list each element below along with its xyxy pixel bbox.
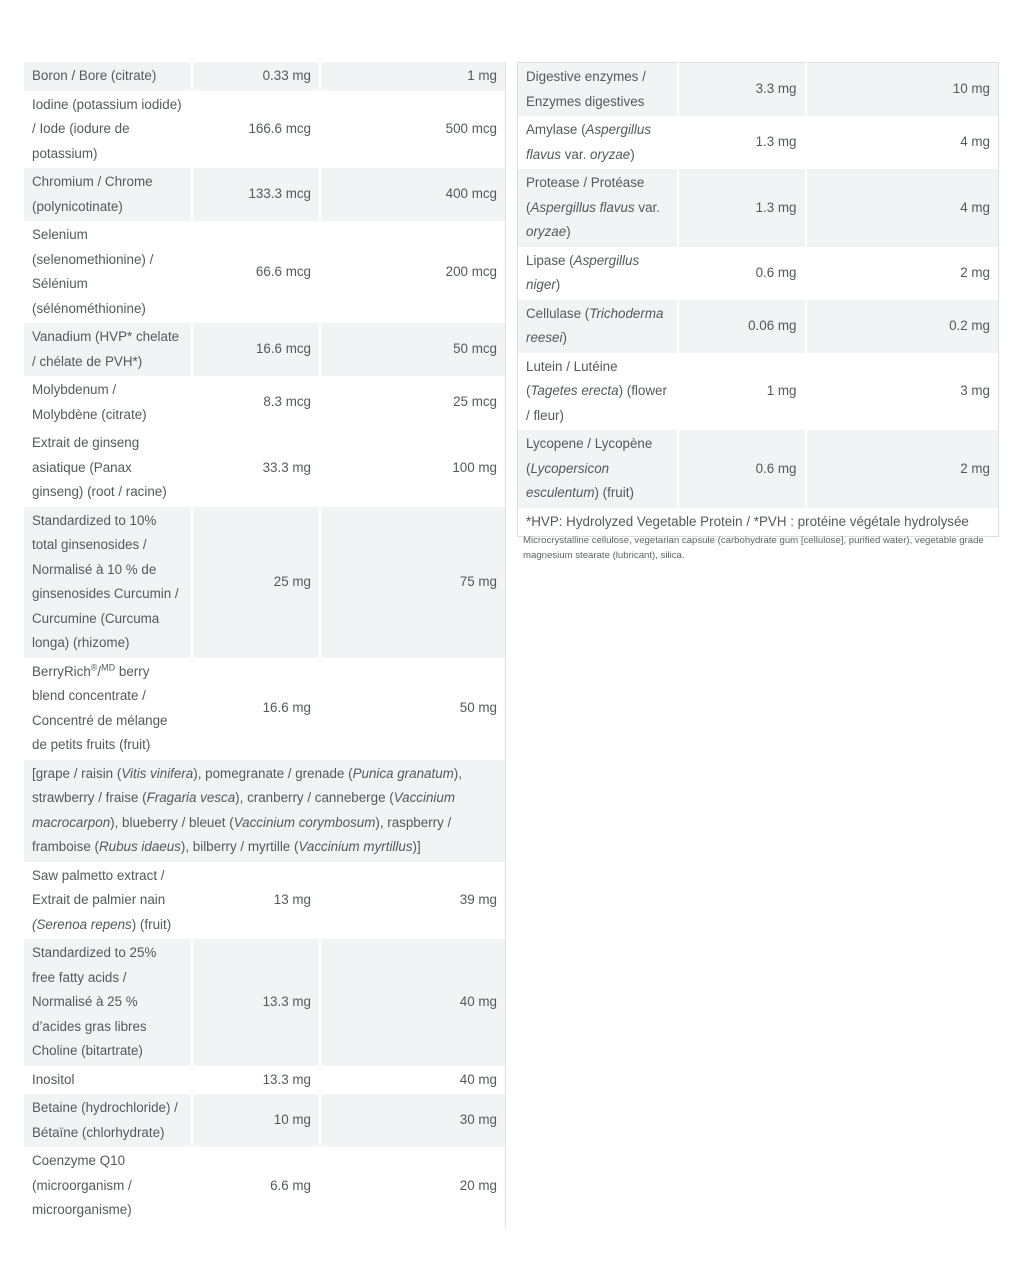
daily-amount-cell: 2 mg	[806, 430, 999, 508]
ingredient-name-cell: Standardized to 10% total ginsenosides / Normalisé à 10 % de ginsenosides Curcumin / Curcumine (Curcuma longa) (rhizome)	[24, 507, 192, 658]
table-row	[518, 430, 999, 508]
ingredient-name-cell: Saw palmetto extract / Extrait de palmier nain (Serenoa repens) (fruit)	[24, 862, 192, 940]
ingredient-name-cell: Boron / Bore (citrate)	[24, 62, 192, 91]
table-row	[518, 247, 999, 300]
table-row	[24, 1147, 505, 1225]
ingredients-table-left	[24, 62, 505, 1225]
table-row	[24, 221, 505, 323]
ingredients-table-right	[517, 62, 999, 537]
table-row	[518, 116, 999, 169]
ingredient-name-cell: Inositol	[24, 1066, 192, 1095]
table-row	[24, 862, 505, 940]
table-row	[24, 168, 505, 221]
daily-amount-cell: 40 mg	[459, 1071, 497, 1087]
amount-per-serving-cell: 10 mg	[192, 1094, 320, 1147]
other-ingredients-note: Microcrystalline cellulose, vegetarian capsule (carbohydrate gum [cellulose], purified water), vegetable grade magnesium stearate (lubricant), silica.	[523, 535, 984, 561]
ingredient-name-cell: Lipase (Aspergillus niger)	[518, 247, 678, 300]
footnote-cell: *HVP: Hydrolyzed Vegetable Protein / *PVH : protéine végétale hydrolysée	[526, 513, 969, 529]
ingredient-name-cell: Cellulase (Trichoderma reesei)	[518, 300, 678, 353]
table-row	[24, 429, 505, 507]
table-row	[24, 760, 505, 862]
daily-amount-cell: 75 mg	[320, 507, 505, 658]
daily-amount-cell: 3 mg	[960, 383, 990, 398]
ingredient-name-cell: Betaine (hydrochloride) / Bétaïne (chlorhydrate)	[24, 1094, 192, 1147]
ingredient-name-cell: Lycopene / Lycopène (Lycopersicon esculentum) (fruit)	[518, 430, 678, 508]
supplement-facts-left-column	[24, 62, 506, 1227]
amount-per-serving-cell: 25 mg	[192, 507, 320, 658]
daily-amount-cell: 500 mcg	[445, 121, 497, 136]
daily-amount-cell: 50 mcg	[320, 323, 505, 376]
amount-per-serving-cell: 1.3 mg	[678, 116, 806, 169]
daily-amount-cell: 2 mg	[960, 264, 990, 280]
ingredient-name-cell: Selenium (selenomethionine) / Sélénium (sélénométhionine)	[24, 221, 192, 323]
amount-per-serving-cell: 16.6 mg	[192, 658, 320, 760]
table-row	[518, 63, 999, 117]
daily-amount-cell: 10 mg	[806, 63, 999, 117]
daily-amount-cell: 40 mg	[320, 939, 505, 1066]
ingredient-name-cell: Iodine (potassium iodide) / Iode (iodure de potassium)	[24, 91, 192, 169]
table-row	[24, 62, 505, 91]
amount-per-serving-cell: 0.33 mg	[192, 62, 320, 91]
amount-per-serving-cell: 13 mg	[192, 862, 320, 940]
table-row	[24, 323, 505, 376]
ingredient-name-cell: Extrait de ginseng asiatique (Panax ginseng) (root / racine)	[24, 429, 192, 507]
amount-per-serving-cell: 3.3 mg	[678, 63, 806, 117]
daily-amount-cell: 0.2 mg	[806, 300, 999, 353]
supplement-facts-right-column	[517, 62, 999, 537]
table-row	[24, 1094, 505, 1147]
ingredient-name-cell: Molybdenum / Molybdène (citrate)	[24, 376, 192, 429]
amount-per-serving-cell: 1 mg	[678, 353, 806, 431]
amount-per-serving-cell: 13.3 mg	[192, 1066, 320, 1095]
amount-per-serving-cell: 16.6 mcg	[192, 323, 320, 376]
amount-per-serving-cell: 66.6 mcg	[192, 221, 320, 323]
amount-per-serving-cell: 6.6 mg	[192, 1147, 320, 1225]
amount-per-serving-cell: 13.3 mg	[192, 939, 320, 1066]
daily-amount-cell: 4 mg	[806, 169, 999, 247]
table-row	[24, 1066, 505, 1095]
amount-per-serving-cell: 0.6 mg	[678, 430, 806, 508]
amount-per-serving-cell: 1.3 mg	[678, 169, 806, 247]
ingredient-name-cell: Lutein / Lutéine (Tagetes erecta) (flower / fleur)	[518, 353, 678, 431]
amount-per-serving-cell: 0.6 mg	[678, 247, 806, 300]
ingredient-name-cell: Digestive enzymes / Enzymes digestives	[518, 63, 678, 117]
table-row	[24, 91, 505, 169]
ingredient-name-cell: Coenzyme Q10 (microorganism / microorganisme)	[24, 1147, 192, 1225]
daily-amount-cell: 4 mg	[960, 134, 990, 150]
daily-amount-cell: 200 mcg	[445, 263, 497, 279]
table-row	[24, 507, 505, 658]
ingredient-detail-cell: [grape / raisin (Vitis vinifera), pomegranate / grenade (Punica granatum), strawberry / fraise (Fragaria vesca), cranberry / canneberge (Vaccinium macrocarpon), blueberry / bleuet (Vaccinium corymbosum), raspberry / framboise (Rubus idaeus), bilberry / myrtille (Vaccinium myrtillus)]	[24, 760, 505, 862]
ingredient-name-cell: Standardized to 25% free fatty acids / Normalisé à 25 % d’acides gras libres Choline (bitartrate)	[24, 939, 192, 1066]
table-row	[518, 353, 999, 431]
daily-amount-cell: 100 mg	[452, 459, 497, 475]
table-row	[518, 169, 999, 247]
daily-amount-cell: 20 mg	[459, 1177, 497, 1193]
amount-per-serving-cell: 166.6 mcg	[192, 91, 320, 169]
amount-per-serving-cell: 33.3 mg	[192, 429, 320, 507]
daily-amount-cell: 400 mcg	[320, 168, 505, 221]
daily-amount-cell: 50 mg	[459, 700, 497, 716]
daily-amount-cell: 25 mcg	[453, 394, 497, 410]
daily-amount-cell: 39 mg	[459, 892, 497, 907]
amount-per-serving-cell: 0.06 mg	[678, 300, 806, 353]
amount-per-serving-cell: 133.3 mcg	[192, 168, 320, 221]
daily-amount-cell: 1 mg	[320, 62, 505, 91]
ingredient-name-cell: BerryRich®/$^{MD}$ berry blend concentrate / Concentré de mélange de petits fruits (fruit)	[24, 658, 192, 760]
table-row	[24, 376, 505, 429]
table-row	[24, 658, 505, 760]
ingredient-name-cell: Protease / Protéase (Aspergillus flavus var. oryzae)	[518, 169, 678, 247]
ingredient-name-cell: Chromium / Chrome (polynicotinate)	[24, 168, 192, 221]
table-row	[24, 939, 505, 1066]
ingredient-name-cell: Amylase (Aspergillus flavus var. oryzae)	[518, 116, 678, 169]
ingredient-name-cell: Vanadium (HVP* chelate / chélate de PVH*)	[24, 323, 192, 376]
amount-per-serving-cell: 8.3 mcg	[192, 376, 320, 429]
table-row	[518, 300, 999, 353]
daily-amount-cell: 30 mg	[320, 1094, 505, 1147]
